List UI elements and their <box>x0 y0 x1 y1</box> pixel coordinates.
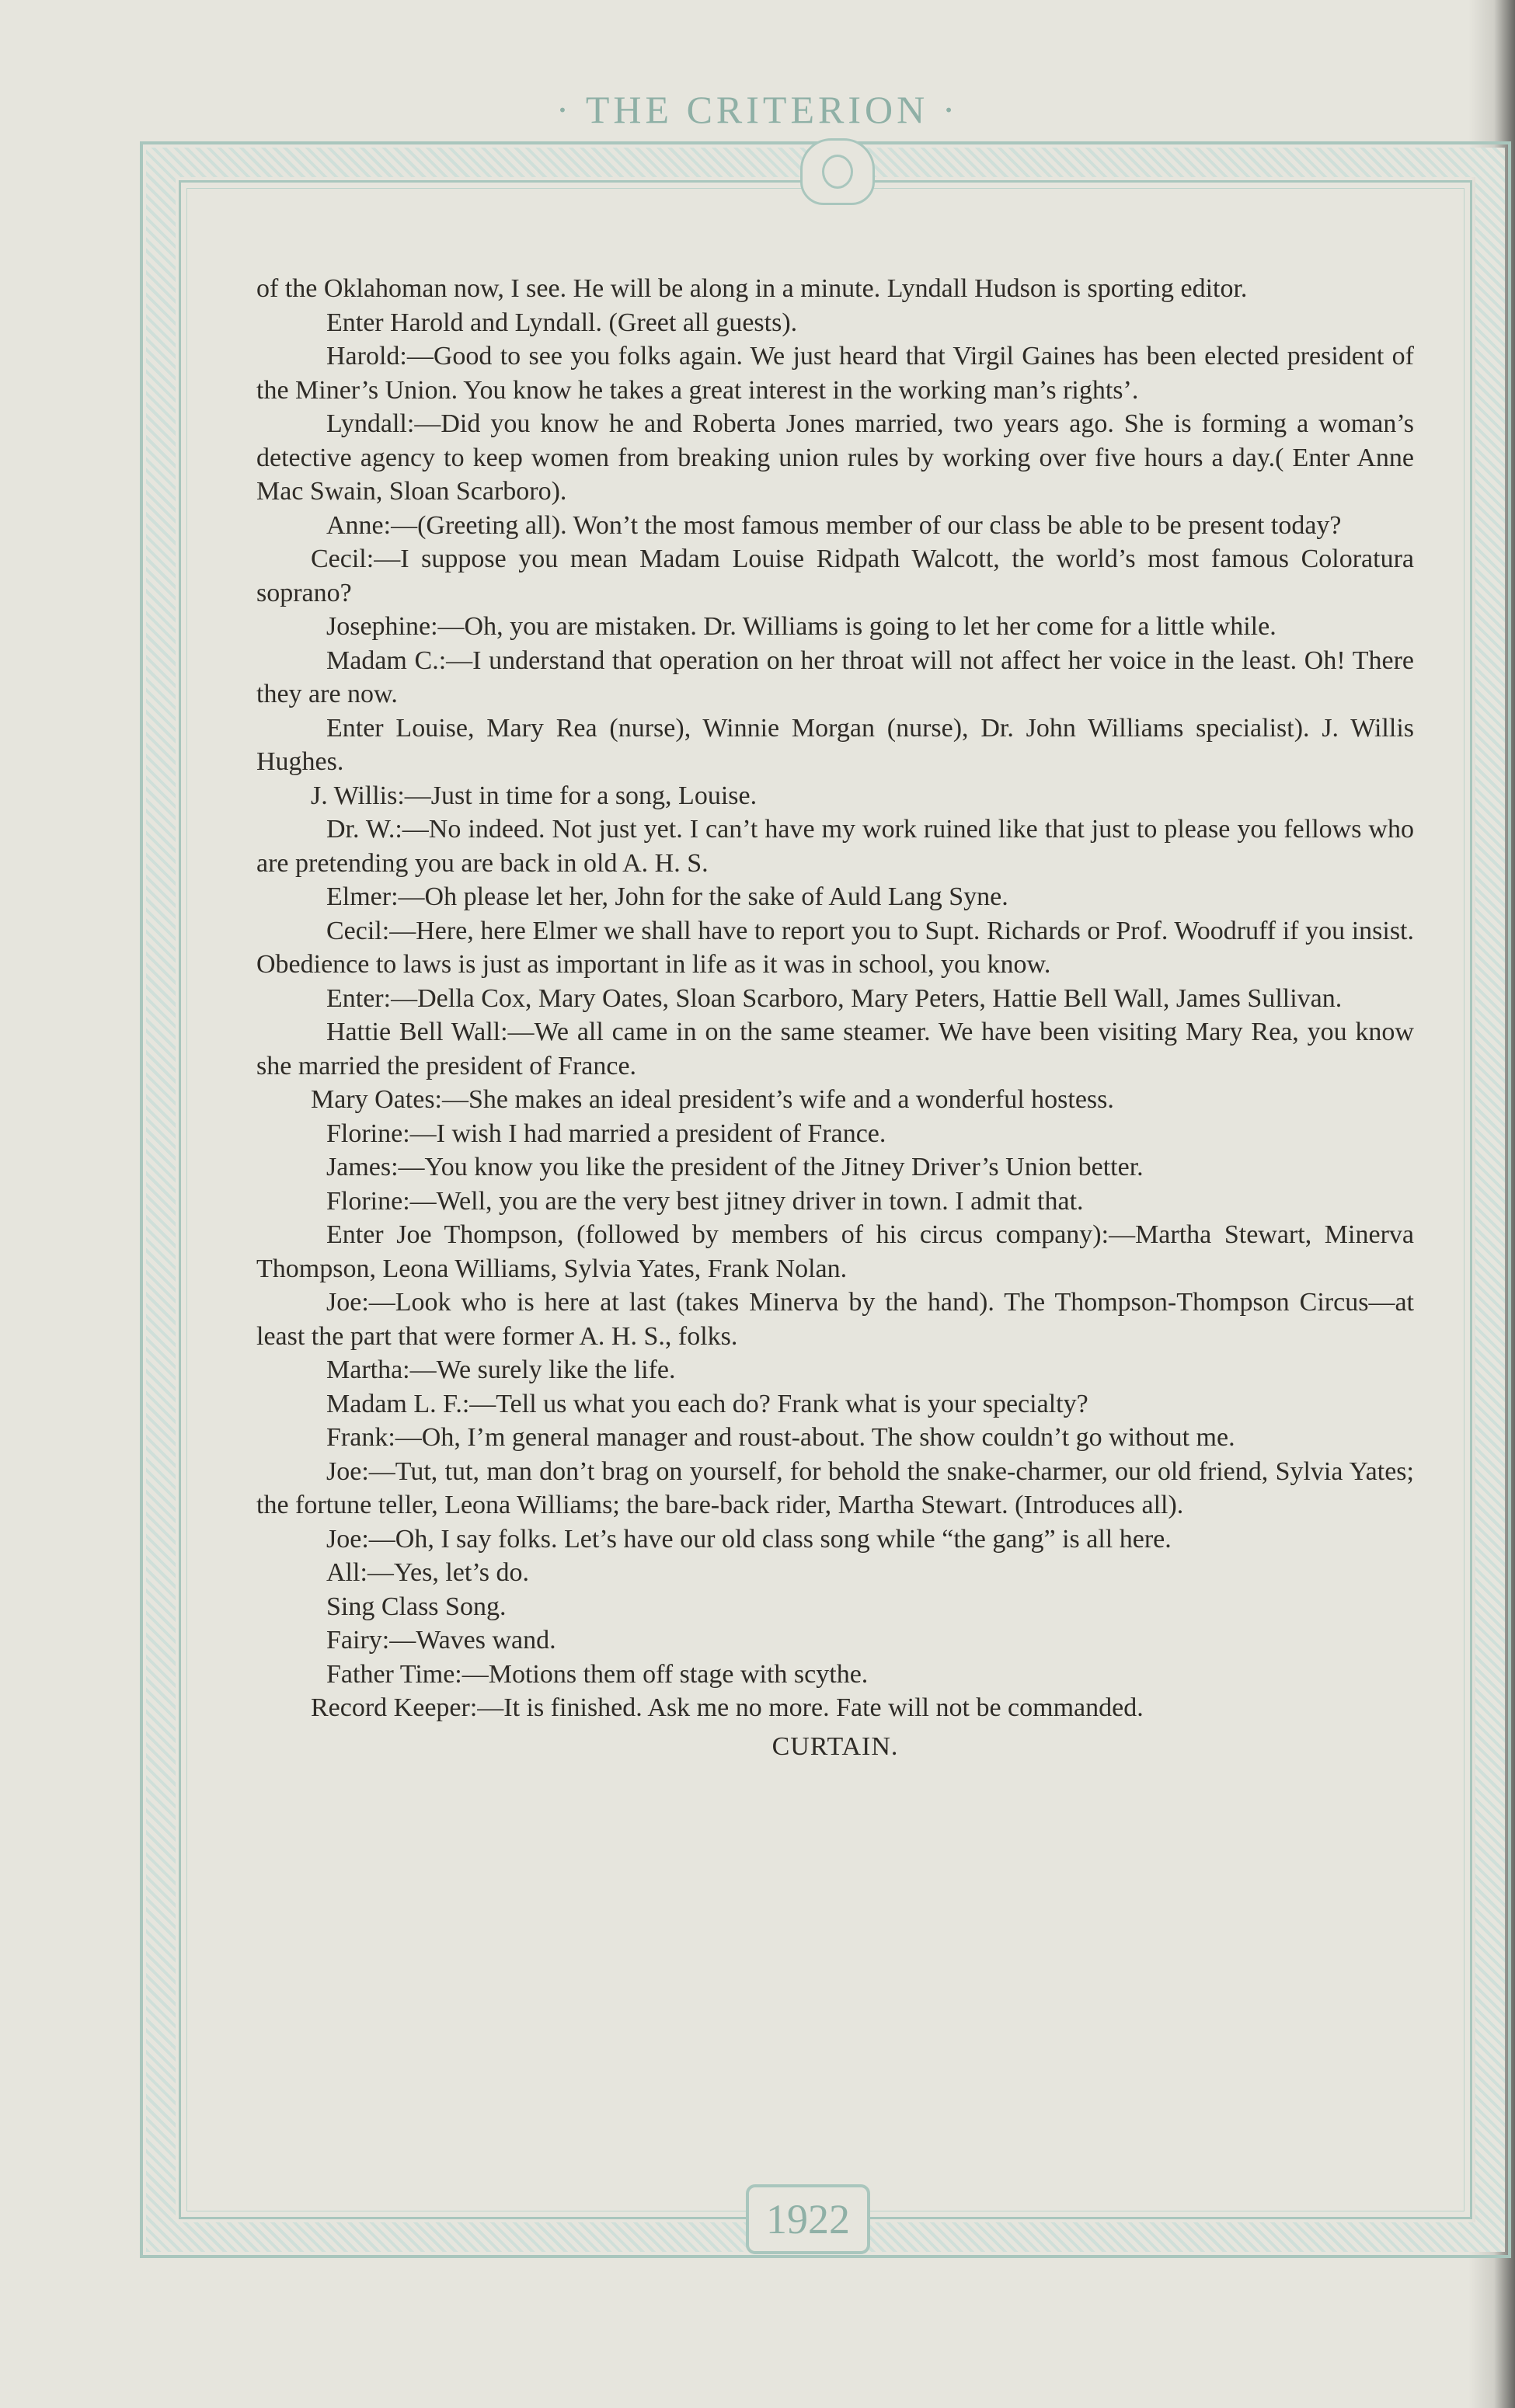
paragraph: Madam C.:—I understand that operation on her throat will not affect her voice in the least. Oh! There they are now. <box>256 645 1414 708</box>
paragraph: J. Willis:—Just in time for a song, Louise. <box>311 781 758 810</box>
paragraph: Harold:—Good to see you folks again. We just heard that Virgil Gaines has been elected president of the Miner’s Union. You know he takes a great interest in the working man’s rights’. <box>256 342 1414 405</box>
paragraph: Mary Oates:—She makes an ideal president’s wife and a wonderful hostess. <box>311 1085 1114 1114</box>
paragraph: Anne:—(Greeting all). Won’t the most famous member of our class be able to be present today? <box>326 510 1342 540</box>
paragraph: Madam L. F.:—Tell us what you each do? Frank what is your specialty? <box>326 1389 1088 1418</box>
paragraph: Enter Harold and Lyndall. (Greet all guests). <box>326 308 798 337</box>
paragraph: Florine:—Well, you are the very best jitney driver in town. I admit that. <box>326 1186 1084 1216</box>
year-plate: 1922 <box>746 2184 870 2254</box>
paragraph: Enter:—Della Cox, Mary Oates, Sloan Scarboro, Mary Peters, Hattie Bell Wall, James Sullivan. <box>326 983 1343 1013</box>
paragraph: Lyndall:—Did you know he and Roberta Jones married, two years ago. She is forming a woman’s detective agency to keep women from breaking union rules by working over five hours a day.( Enter Anne Mac Swain, Sloan Scarboro). <box>256 409 1414 506</box>
paragraph: Enter Joe Thompson, (followed by members of his circus company):—Martha Stewart, Minerva Thompson, Leona Williams, Sylvia Yates, Frank Nolan. <box>256 1220 1414 1283</box>
frame-crest-ornament-icon <box>800 138 875 205</box>
paragraph: Father Time:—Motions them off stage with scythe. <box>326 1659 869 1689</box>
paragraph: Florine:—I wish I had married a president of France. <box>326 1119 886 1148</box>
paragraph: Dr. W.:—No indeed. Not just yet. I can’t have my work ruined like that just to please you fellows who are pretending you are back in old A. H. S. <box>256 815 1414 878</box>
paragraph: Joe:—Oh, I say folks. Let’s have our old class song while “the gang” is all here. <box>326 1524 1172 1554</box>
paragraph: Josephine:—Oh, you are mistaken. Dr. Williams is going to let her come for a little while. <box>326 612 1276 641</box>
paragraph: James:—You know you like the president of the Jitney Driver’s Union better. <box>326 1153 1144 1181</box>
paragraph: All:—Yes, let’s do. <box>326 1558 530 1587</box>
paragraph: Enter Louise, Mary Rea (nurse), Winnie Morgan (nurse), Dr. John Williams specialist). J. Willis Hughes. <box>256 713 1414 776</box>
paragraph: Cecil:—I suppose you mean Madam Louise Ridpath Walcott, the world’s most famous Coloratura soprano? <box>256 545 1414 607</box>
curtain-line: CURTAIN. <box>771 1731 899 1761</box>
paragraph: Sing Class Song. <box>326 1592 507 1621</box>
paragraph: Hattie Bell Wall:—We all came in on the same steamer. We have been visiting Mary Rea, you know she married the president of France. <box>256 1018 1414 1080</box>
paragraph: Martha:—We surely like the life. <box>326 1355 676 1384</box>
paragraph: of the Oklahoman now, I see. He will be along in a minute. Lyndall Hudson is sporting editor. <box>256 274 1248 303</box>
paragraph: Fairy:—Waves wand. <box>326 1626 556 1655</box>
paragraph: Joe:—Look who is here at last (takes Minerva by the hand). The Thompson-Thompson Circus—at least the part that were former A. H. S., folks. <box>256 1288 1414 1351</box>
paragraph: Frank:—Oh, I’m general manager and roust-about. The show couldn’t go without me. <box>326 1423 1235 1452</box>
running-head-title: · THE CRITERION · <box>556 88 960 131</box>
paragraph: Record Keeper:—It is finished. Ask me no more. Fate will not be commanded. <box>311 1693 1144 1722</box>
paragraph: Elmer:—Oh please let her, John for the sake of Auld Lang Syne. <box>326 882 1008 911</box>
paragraph: Cecil:—Here, here Elmer we shall have to report you to Supt. Richards or Prof. Woodruff if you insist. Obedience to laws is just as important in life as it was in school, you know. <box>256 916 1414 979</box>
paragraph: Joe:—Tut, tut, man don’t brag on yourself, for behold the snake-charmer, our old friend, Sylvia Yates; the fortune teller, Leona Williams; the bare-back rider, Martha Stewart. (Introduces all). <box>256 1456 1414 1519</box>
play-script-text <box>256 272 1414 1763</box>
